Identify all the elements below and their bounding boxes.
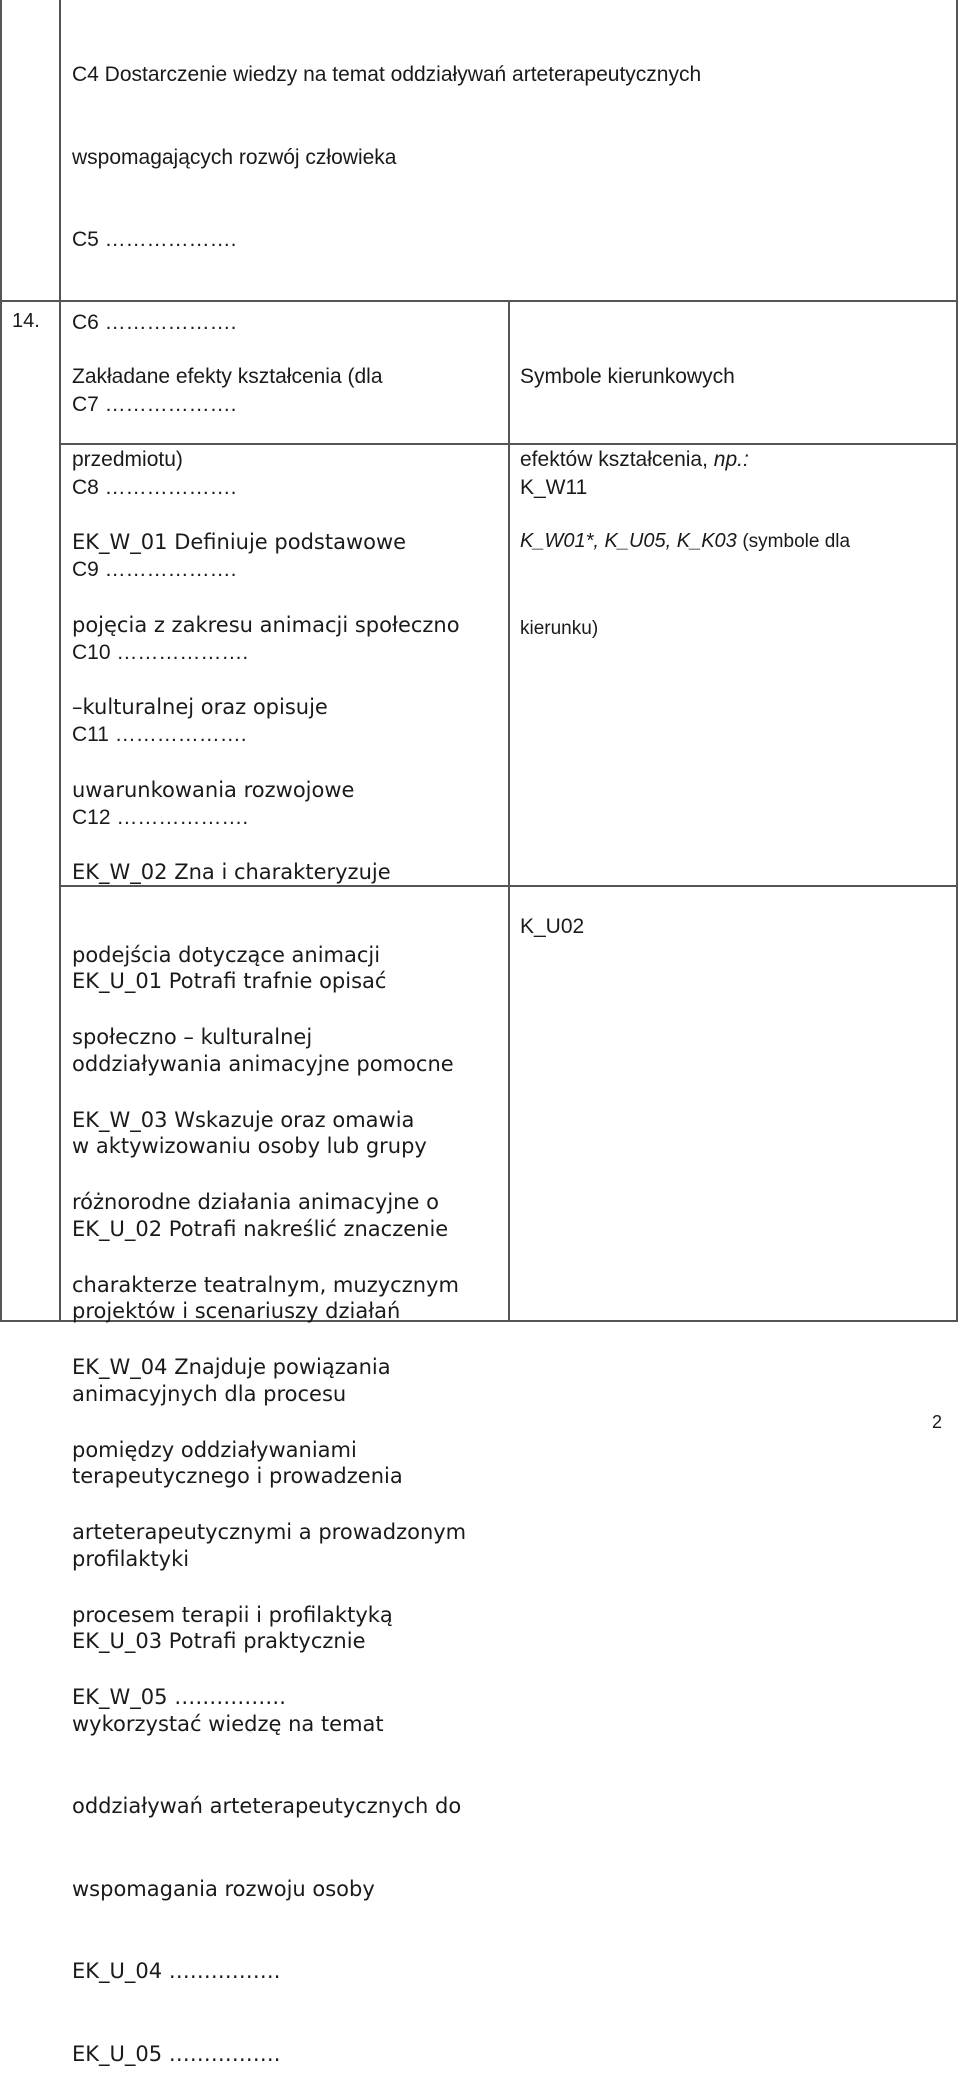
section-title-line: przedmiotu) bbox=[72, 447, 183, 471]
table-border-right bbox=[956, 0, 958, 1322]
outcome-line: oddziaływania animacyjne pomocne bbox=[72, 1051, 454, 1076]
symbols-header-line: kierunku) bbox=[520, 617, 599, 639]
goal-line: C7 ………………. bbox=[72, 393, 237, 416]
symbols-example-label: np.: bbox=[713, 447, 749, 471]
outcome-line: EK_W_04 Znajduje powiązania bbox=[72, 1355, 391, 1379]
outcome-line: EK_U_04 ……………. bbox=[72, 1959, 281, 1983]
outcome-line: pojęcia z zakresu animacji społeczno bbox=[72, 612, 460, 637]
symbols-header-line bbox=[520, 446, 850, 474]
goal-line: C12 ………………. bbox=[72, 805, 249, 829]
outcome-line: EK_U_02 Potrafi nakreślić znaczenie bbox=[72, 1216, 449, 1241]
outcome-line: charakterze teatralnym, muzycznym bbox=[72, 1272, 459, 1297]
goal-line: C4 Dostarczenie wiedzy na temat oddziaływań arteterapeutycznych bbox=[72, 63, 702, 86]
goal-line: wspomagających rozwój człowieka bbox=[72, 145, 397, 169]
outcome-line: EK_U_01 Potrafi trafnie opisać bbox=[72, 969, 387, 993]
goal-line: C10 ………………. bbox=[72, 640, 249, 664]
symbols-header-line: Symbole kierunkowych bbox=[520, 365, 735, 388]
outcome-line: EK_W_03 Wskazuje oraz omawia bbox=[72, 1107, 415, 1132]
symbols-header-line bbox=[520, 528, 850, 556]
outcome-line: uwarunkowania rozwojowe bbox=[72, 777, 355, 802]
outcome-line: w aktywizowaniu osoby lub grupy bbox=[72, 1134, 427, 1158]
outcome-line: procesem terapii i profilaktyką bbox=[72, 1602, 393, 1627]
goal-line: C9 ………………. bbox=[72, 558, 237, 581]
outcome-line: oddziaływań arteterapeutycznych do bbox=[72, 1794, 462, 1818]
table-border-col1 bbox=[59, 0, 61, 1322]
goal-line: C8 ………………. bbox=[72, 475, 237, 499]
outcome-line: EK_W_01 Definiuje podstawowe bbox=[72, 530, 407, 554]
page-number: 2 bbox=[931, 1412, 942, 1432]
outcome-line: –kulturalnej oraz opisuje bbox=[72, 695, 328, 719]
section-number: 14. bbox=[12, 310, 40, 332]
outcome-line: EK_W_02 Zna i charakteryzuje bbox=[72, 860, 391, 884]
outcome-line: profilaktyki bbox=[72, 1546, 190, 1571]
goal-line: C6 ………………. bbox=[72, 310, 237, 334]
outcome-line: projektów i scenariuszy działań bbox=[72, 1299, 401, 1323]
table-border-left bbox=[0, 0, 2, 1322]
outcome-line: wykorzystać wiedzę na temat bbox=[72, 1711, 384, 1736]
outcome-line: animacyjnych dla procesu bbox=[72, 1381, 347, 1406]
section-title bbox=[72, 308, 383, 501]
outcome-line: społeczno – kulturalnej bbox=[72, 1025, 313, 1049]
symbols-example: K_W01*, K_U05, K_K03 bbox=[520, 530, 737, 552]
skills-symbol: K_U02 bbox=[520, 915, 585, 938]
outcome-line: terapeutycznego i prowadzenia bbox=[72, 1464, 403, 1488]
outcome-line: EK_W_05 ……………. bbox=[72, 1685, 286, 1709]
goal-line: C11 ………………. bbox=[72, 723, 247, 746]
outcome-line: EK_U_05 ……………. bbox=[72, 2041, 281, 2066]
goal-line: C5 ………………. bbox=[72, 228, 237, 251]
symbols-example-note: (symbole dla bbox=[742, 531, 851, 552]
section-title-line: Zakładane efekty kształcenia (dla bbox=[72, 365, 383, 388]
outcome-line: arteterapeutycznymi a prowadzonym bbox=[72, 1520, 467, 1544]
symbols-header-text: efektów kształcenia, bbox=[520, 447, 708, 471]
outcome-line: pomiędzy oddziaływaniami bbox=[72, 1437, 357, 1462]
outcome-line: podejścia dotyczące animacji bbox=[72, 942, 381, 967]
skills-outcomes bbox=[72, 913, 461, 2096]
outcome-line: wspomagania rozwoju osoby bbox=[72, 1876, 375, 1901]
outcome-line: różnorodne działania animacyjne o bbox=[72, 1190, 439, 1214]
knowledge-symbol: K_W11 bbox=[520, 476, 588, 499]
outcome-line: EK_U_03 Potrafi praktycznie bbox=[72, 1629, 366, 1653]
